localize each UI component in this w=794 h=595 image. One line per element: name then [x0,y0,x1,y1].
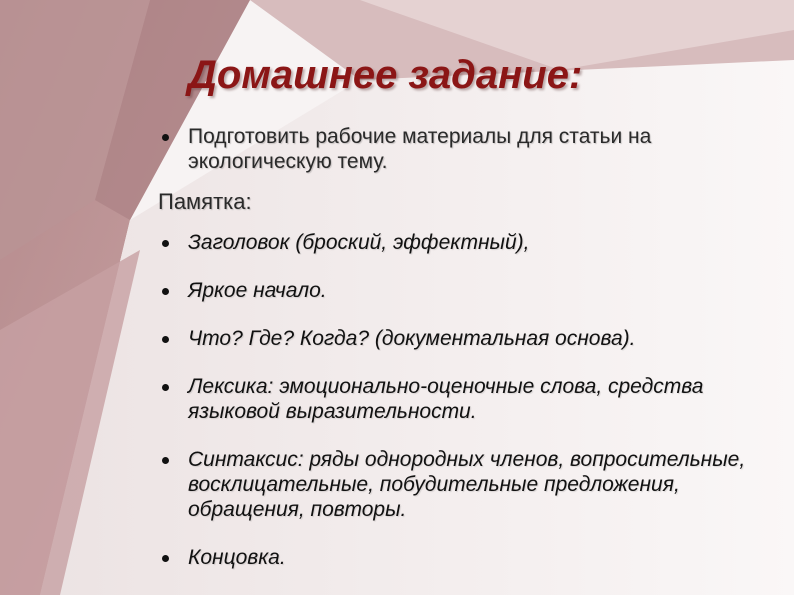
bullet-dot-icon [162,336,169,343]
memo-item [158,278,758,303]
slide-content [158,124,758,593]
memo-item [158,374,758,424]
bullet-dot-icon [162,134,169,141]
memo-item-text: Заголовок (броский, эффектный), [188,231,530,254]
bullet-dot-icon [162,240,169,247]
task-item-text: Подготовить рабочие материалы для статьи на экологическую тему. [188,125,652,173]
bullet-dot-icon [162,555,169,562]
memo-item-text: Лексика: эмоционально-оценочные слова, средства языковой выразительности. [188,375,704,423]
task-item [158,124,758,174]
bullet-dot-icon [162,288,169,295]
slide-title: Домашнее задание: [188,53,583,97]
memo-item-text: Яркое начало. [188,279,327,302]
memo-heading: Памятка: [158,189,252,214]
task-list [158,124,758,174]
memo-list [158,230,758,570]
memo-item [158,326,758,351]
memo-item-text: Что? Где? Когда? (документальная основа). [188,327,636,350]
memo-item [158,447,758,522]
bullet-dot-icon [162,457,169,464]
memo-item-text: Концовка. [188,546,286,569]
memo-item [158,545,758,570]
memo-item [158,230,758,255]
memo-item-text: Синтаксис: ряды однородных членов, вопросительные, восклицательные, побудительные предложения, обращения, повторы. [188,448,746,521]
bullet-dot-icon [162,384,169,391]
